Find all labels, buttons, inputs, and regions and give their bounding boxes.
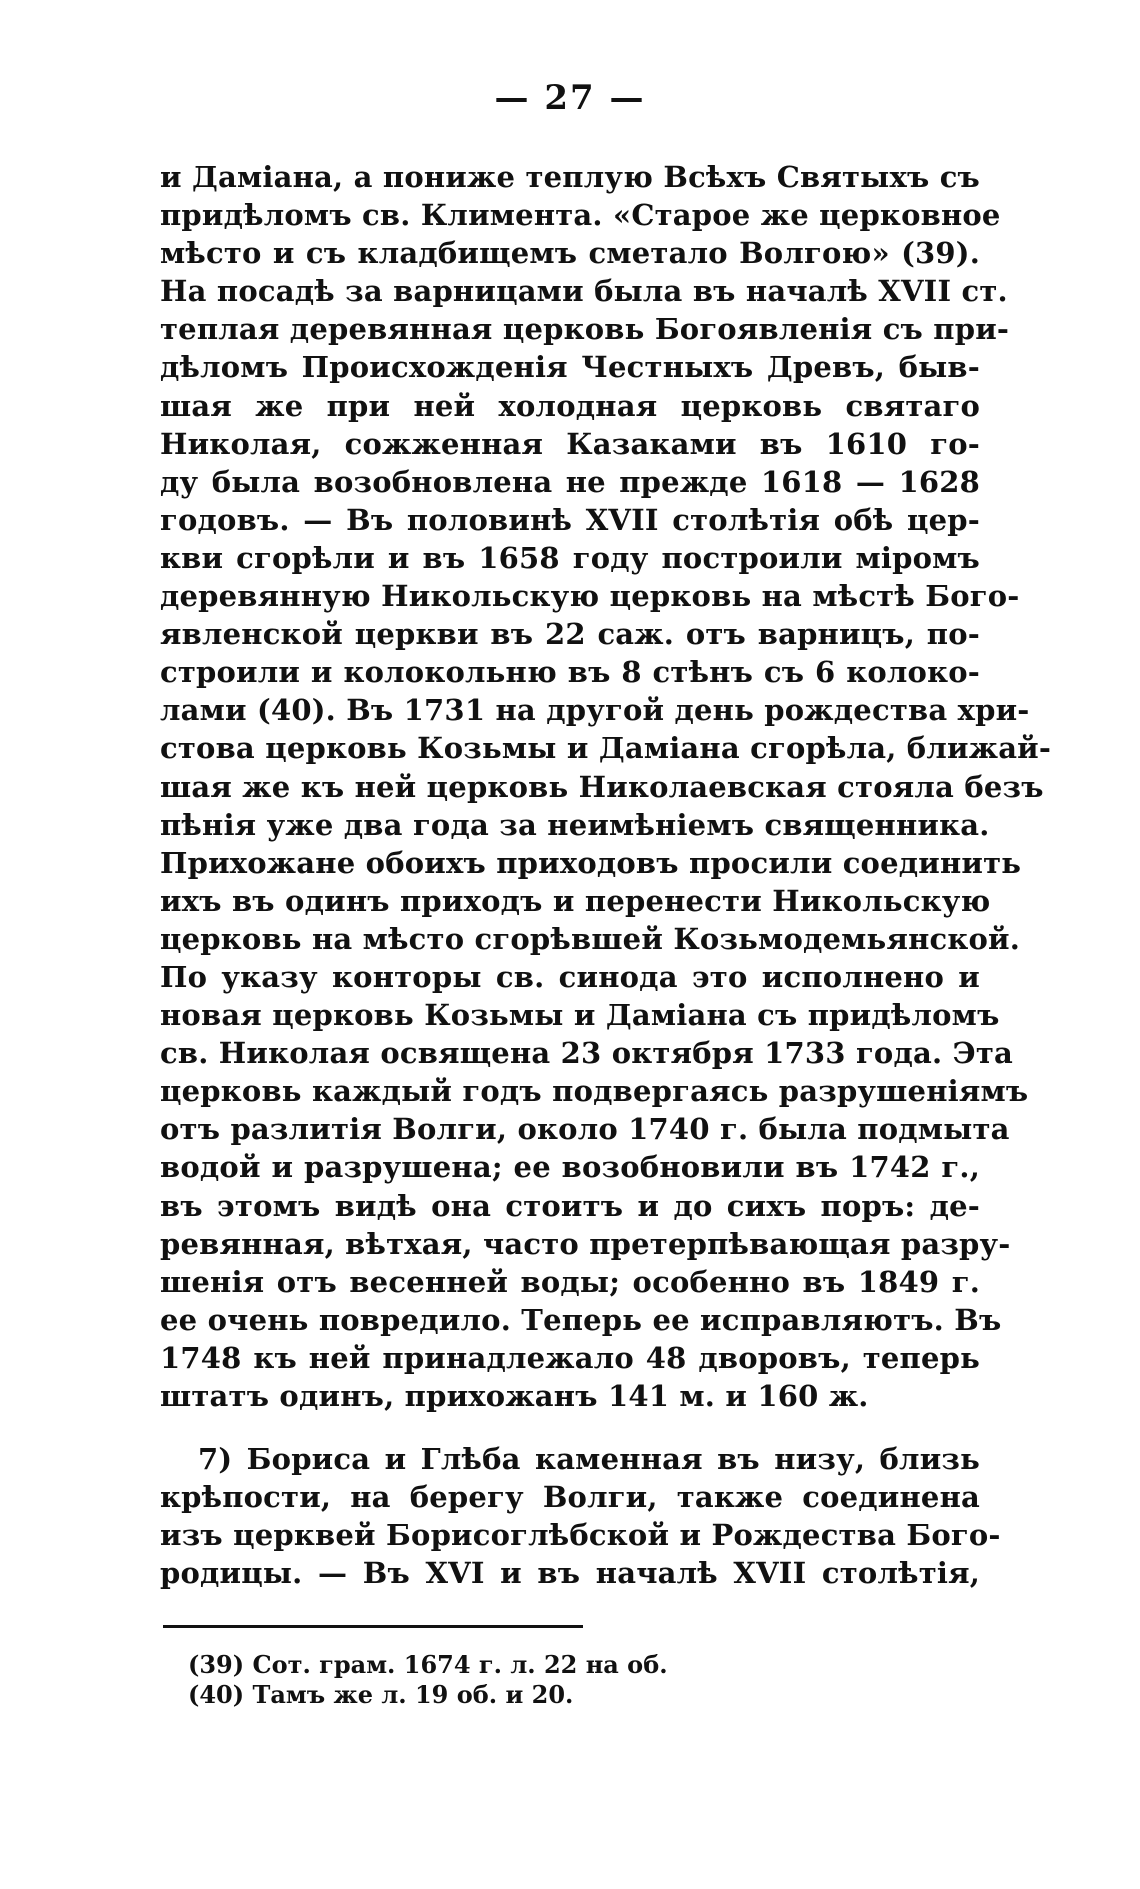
text-line: ее очень повредило. Теперь ее исправляютъ. Въ	[160, 1302, 1002, 1337]
text-line: Прихожане обоихъ приходовъ просили соединить	[160, 845, 1022, 880]
text-line: строили и колокольню въ 8 стѣнъ съ 6 колоко-	[160, 655, 980, 690]
text-line: шенія отъ весенней воды; особенно въ 1849 г.	[160, 1264, 980, 1299]
footnote-divider	[163, 1625, 583, 1628]
text-line: теплая деревянная церковь Богоявленія съ при-	[160, 312, 1010, 347]
text-line: ревянная, вѣтхая, часто претерпѣвающая разру-	[160, 1226, 1011, 1261]
text-line: водой и разрушена; ее возобновили въ 1742 г.,	[160, 1150, 980, 1185]
text-line: 7) Бориса и Глѣба каменная въ низу, близь	[198, 1442, 980, 1476]
text-line: штатъ одинъ, прихожанъ 141 м. и 160 ж.	[160, 1379, 869, 1413]
paragraph-1	[160, 158, 1052, 1415]
text-line: крѣпости, на берегу Волги, также соединена	[160, 1480, 980, 1515]
paragraph-2	[160, 1440, 1001, 1592]
footnote: (39) Сот. грам. 1674 г. л. 22 на об.	[188, 1650, 668, 1679]
text-line: По указу конторы св. синода это исполнено и	[160, 959, 980, 994]
page-number: — 27 —	[494, 78, 646, 118]
text-line: родицы. — Въ XVI и въ началѣ XVII столѣтія,	[160, 1556, 980, 1591]
text-line: лами (40). Въ 1731 на другой день рождества хри-	[160, 693, 1030, 728]
text-line: дѣломъ Происхожденія Честныхъ Древъ, быв-	[160, 350, 980, 385]
text-line: годовъ. — Въ половинѣ XVII столѣтія обѣ цер-	[160, 502, 980, 537]
footnotes	[188, 1650, 988, 1710]
text-line: ду была возобновлена не прежде 1618 — 1628	[160, 464, 980, 499]
text-line: и Даміана, а пониже теплую Всѣхъ Святыхъ съ	[160, 160, 980, 194]
text-line: ихъ въ одинъ приходъ и перенести Никольскую	[160, 883, 991, 918]
text-line: явленской церкви въ 22 саж. отъ варницъ, по-	[160, 617, 980, 652]
text-line: пѣнія уже два года за неимѣніемъ священника.	[160, 807, 990, 842]
text-line: шая же при ней холодная церковь святаго	[160, 388, 980, 423]
text-line: 1748 къ ней принадлежало 48 дворовъ, теперь	[160, 1340, 980, 1375]
text-line: въ этомъ видѣ она стоитъ и до сихъ поръ: де-	[160, 1188, 980, 1223]
text-line: отъ разлитія Волги, около 1740 г. была подмыта	[160, 1112, 1010, 1147]
text-line: Николая, сожженная Казаками въ 1610 го-	[160, 426, 980, 461]
text-line: шая же къ ней церковь Николаевская стояла безъ	[160, 769, 1044, 804]
text-line: кви сгорѣли и въ 1658 году построили міромъ	[160, 540, 980, 575]
text-line: стова церковь Козьмы и Даміана сгорѣла, ближай-	[160, 731, 1052, 766]
text-line: церковь каждый годъ подвергаясь разрушеніямъ	[160, 1074, 1029, 1109]
text-line: На посадѣ за варницами была въ началѣ XVII ст.	[160, 274, 1008, 309]
text-line: св. Николая освящена 23 октября 1733 года. Эта	[160, 1036, 1014, 1071]
text-line: церковь на мѣсто сгорѣвшей Козьмодемьянской.	[160, 921, 1021, 956]
text-line: новая церковь Козьмы и Даміана съ придѣломъ	[160, 998, 1000, 1033]
text-line: придѣломъ св. Климента. «Старое же церковное	[160, 198, 1001, 233]
text-line: деревянную Никольскую церковь на мѣстѣ Бого-	[160, 579, 1020, 614]
footnote: (40) Тамъ же л. 19 об. и 20.	[188, 1680, 574, 1709]
text-line: изъ церквей Борисоглѣбской и Рождества Бого-	[160, 1518, 1001, 1553]
text-line: мѣсто и съ кладбищемъ сметало Волгою» (39).	[160, 236, 980, 271]
